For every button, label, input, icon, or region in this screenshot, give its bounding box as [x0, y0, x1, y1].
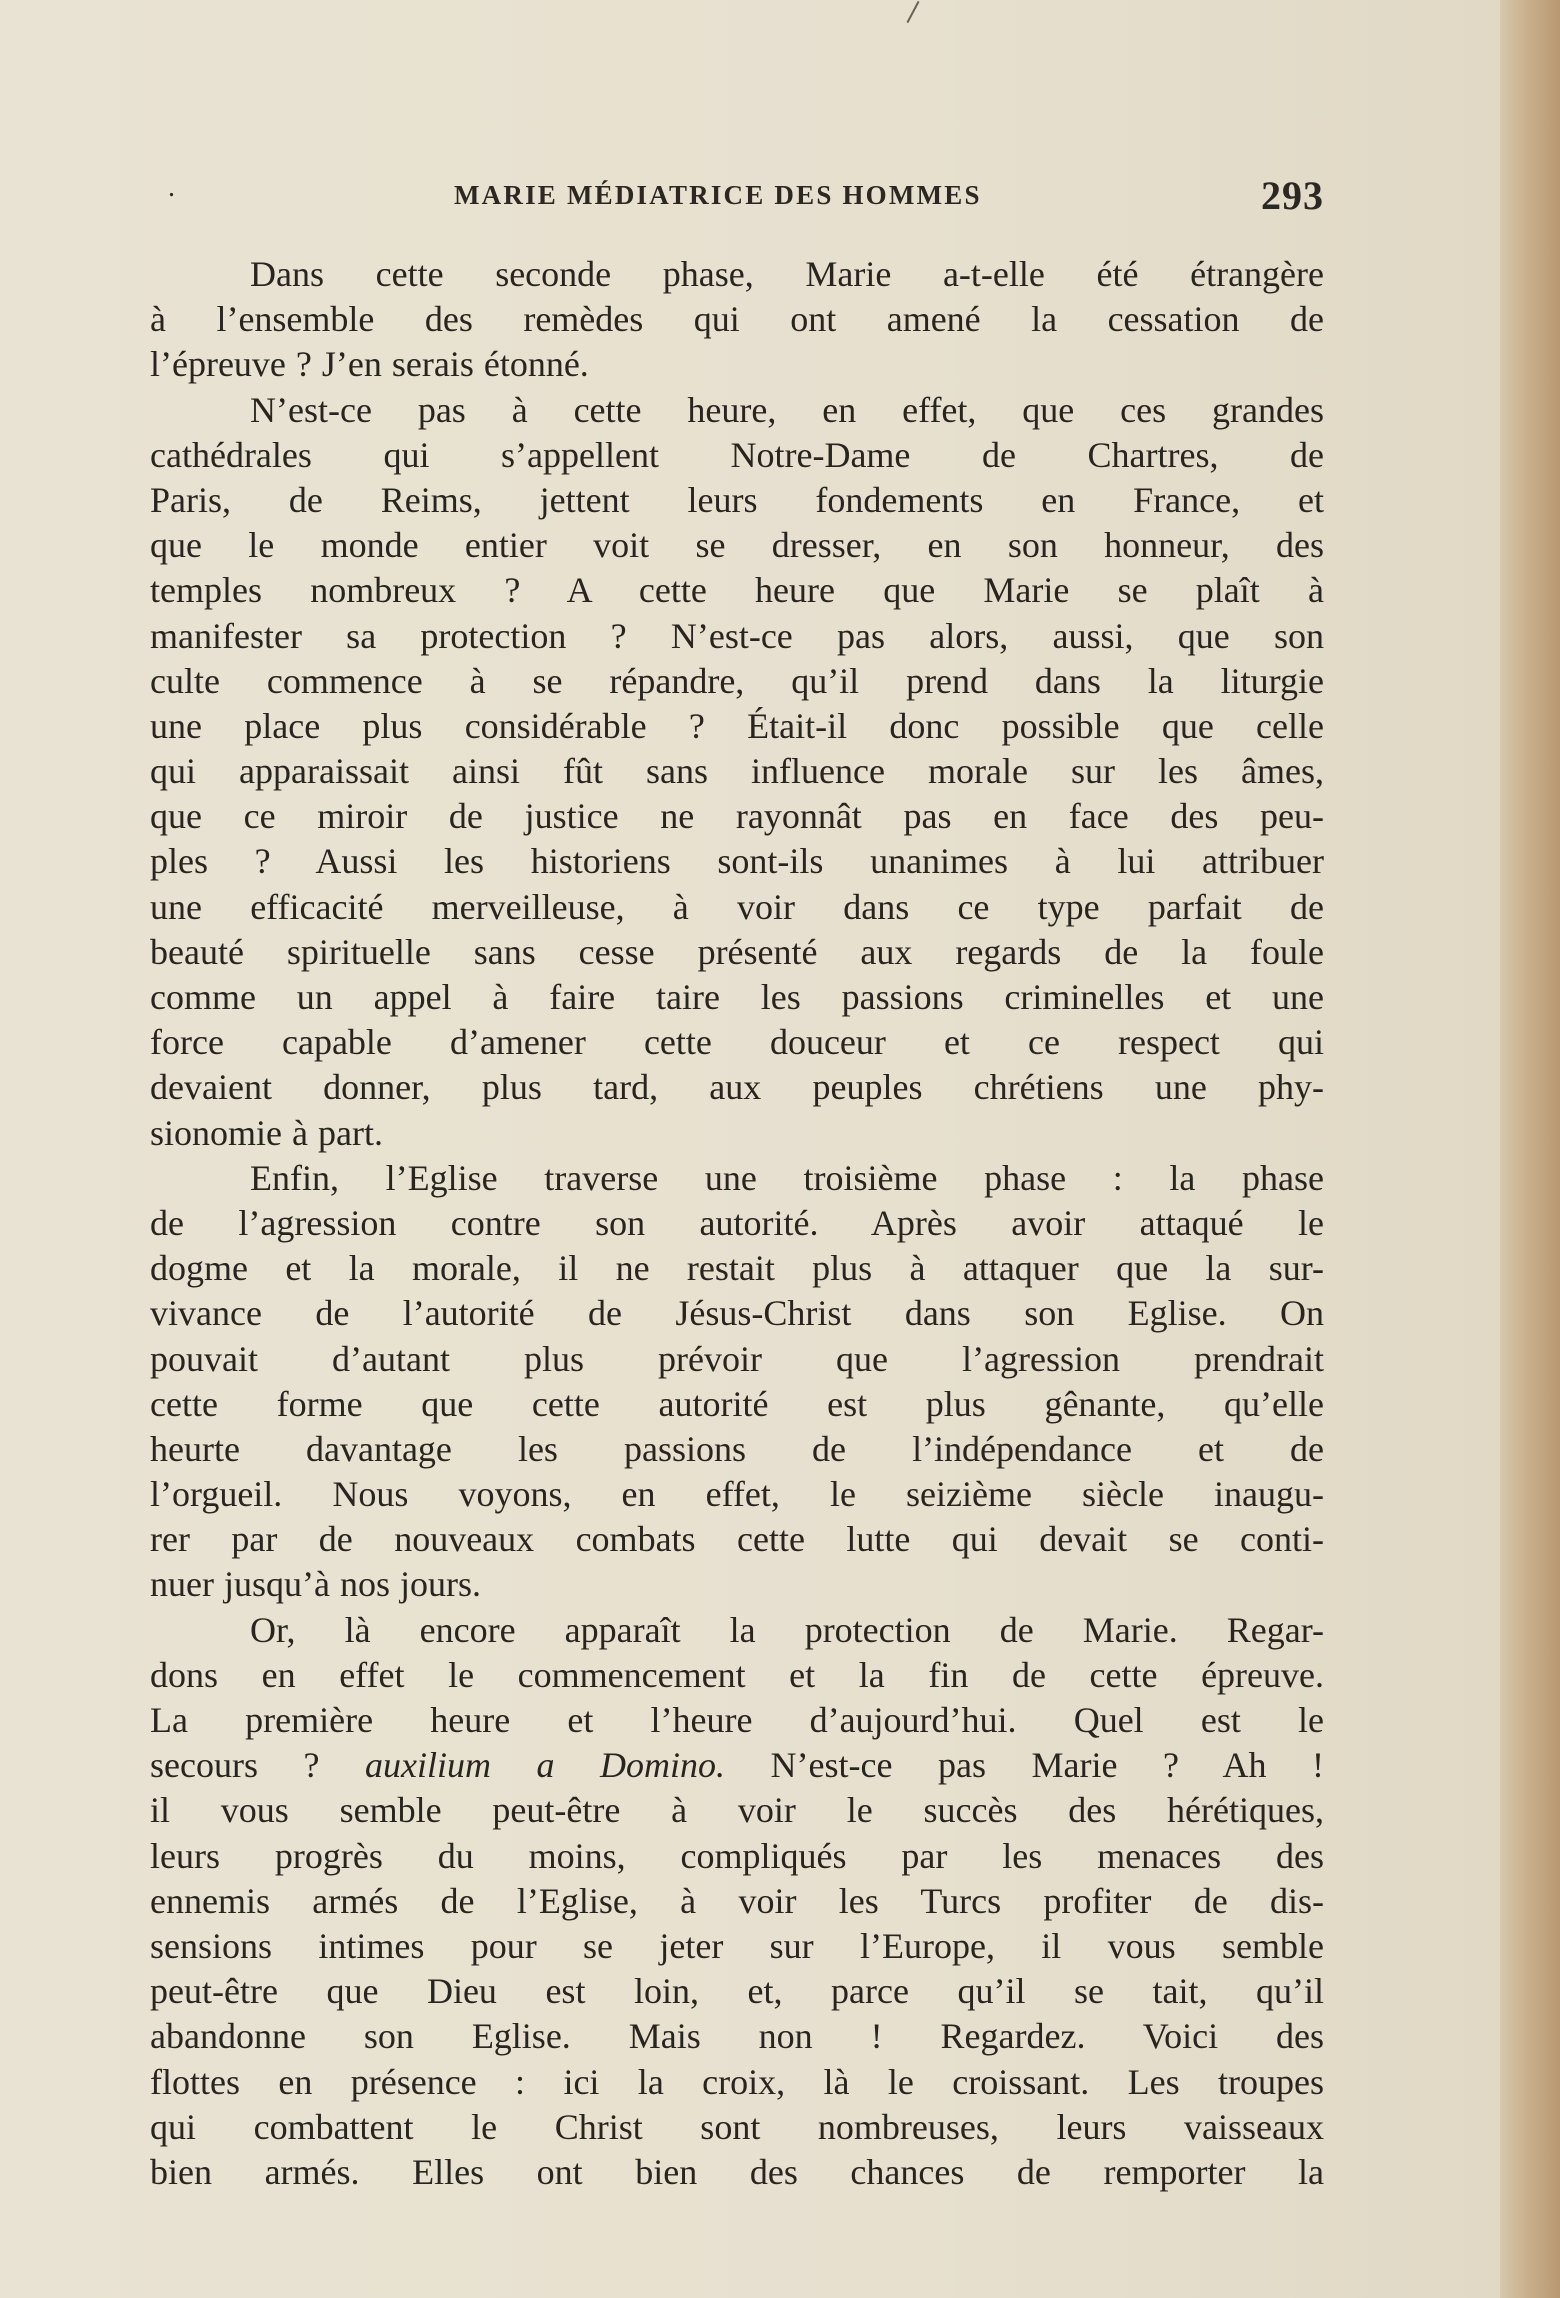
- text-line: vivance de l’autorité de Jésus-Christ dans son Eglise. On: [150, 1293, 1324, 1334]
- text-line: leurs progrès du moins, compliqués par les menaces des: [150, 1835, 1324, 1876]
- text-line: à l’ensemble des remèdes qui ont amené la cessation de: [150, 299, 1324, 340]
- text-line: peut-être que Dieu est loin, et, parce qu’il se tait, qu’il: [150, 1971, 1324, 2012]
- text-line: heurte davantage les passions de l’indépendance et de: [150, 1428, 1324, 1469]
- text-line: l’orgueil. Nous voyons, en effet, le seizième siècle inaugu-: [150, 1474, 1324, 1515]
- text-line: il vous semble peut-être à voir le succès des hérétiques,: [150, 1790, 1324, 1831]
- text-line: pouvait d’autant plus prévoir que l’agression prendrait: [150, 1338, 1324, 1379]
- text-line: cathédrales qui s’appellent Notre-Dame de Chartres, de: [150, 434, 1324, 475]
- text-line: Dans cette seconde phase, Marie a-t-elle été étrangère: [250, 254, 1324, 294]
- text-line: cette forme que cette autorité est plus gênante, qu’elle: [150, 1383, 1324, 1424]
- text-line: que ce miroir de justice ne rayonnât pas en face des peu-: [150, 796, 1324, 837]
- pen-mark: [906, 1, 919, 23]
- text-segment: N’est-ce pas Marie ? Ah !: [725, 1745, 1324, 1786]
- text-line: flottes en présence : ici la croix, là le croissant. Les troupes: [150, 2061, 1324, 2102]
- text-line: abandonne son Eglise. Mais non ! Regardez. Voici des: [150, 2016, 1324, 2057]
- text-line: nuer jusqu’à nos jours.: [150, 1564, 481, 1605]
- header-dot: .: [168, 172, 175, 203]
- text-line: culte commence à se répandre, qu’il prend dans la liturgie: [150, 660, 1324, 701]
- text-line: N’est-ce pas à cette heure, en effet, que ces grandes: [250, 389, 1324, 430]
- text-line: manifester sa protection ? N’est-ce pas alors, aussi, que son: [150, 615, 1324, 656]
- text-line: ples ? Aussi les historiens sont-ils unanimes à lui attribuer: [150, 841, 1324, 882]
- text-line: dons en effet le commencement et la fin de cette épreuve.: [150, 1654, 1324, 1695]
- text-line: l’épreuve ? J’en serais étonné.: [150, 344, 589, 385]
- text-line: Or, là encore apparaît la protection de Marie. Regar-: [250, 1609, 1324, 1650]
- text-line: qui combattent le Christ sont nombreuses, leurs vaisseaux: [150, 2106, 1324, 2147]
- text-line: [150, 1743, 1324, 1788]
- text-line: La première heure et l’heure d’aujourd’hui. Quel est le: [150, 1700, 1324, 1740]
- text-line: Enfin, l’Eglise traverse une troisième phase : la phase: [250, 1157, 1324, 1198]
- text-line: rer par de nouveaux combats cette lutte qui devait se conti-: [150, 1519, 1324, 1560]
- text-line: force capable d’amener cette douceur et ce respect qui: [150, 1022, 1324, 1063]
- text-line: que le monde entier voit se dresser, en son honneur, des: [150, 525, 1324, 566]
- text-line: sionomie à part.: [150, 1112, 383, 1153]
- text-line: qui apparaissait ainsi fût sans influence morale sur les âmes,: [150, 751, 1324, 792]
- body-text: [150, 252, 1324, 2195]
- text-line: devaient donner, plus tard, aux peuples chrétiens une phy-: [150, 1067, 1324, 1108]
- text-line: Paris, de Reims, jettent leurs fondements en France, et: [150, 479, 1324, 520]
- text-segment: secours ?: [150, 1745, 365, 1786]
- text-line: beauté spirituelle sans cesse présenté aux regards de la foule: [150, 931, 1324, 972]
- text-line: sensions intimes pour se jeter sur l’Europe, il vous semble: [150, 1925, 1324, 1966]
- page-number: 293: [1261, 173, 1324, 218]
- text-line: temples nombreux ? A cette heure que Marie se plaît à: [150, 570, 1324, 611]
- page-header: [150, 172, 1328, 222]
- text-line: une efficacité merveilleuse, à voir dans ce type parfait de: [150, 886, 1324, 927]
- text-line: ennemis armés de l’Eglise, à voir les Turcs profiter de dis-: [150, 1880, 1324, 1921]
- text-line: une place plus considérable ? Était-il donc possible que celle: [150, 705, 1324, 746]
- text-line: dogme et la morale, il ne restait plus à attaquer que la sur-: [150, 1248, 1324, 1289]
- text-line: bien armés. Elles ont bien des chances de remporter la: [150, 2151, 1324, 2192]
- latin-phrase: auxilium a Domino.: [364, 1745, 726, 1786]
- text-line: comme un appel à faire taire les passions criminelles et une: [150, 977, 1324, 1017]
- running-title: MARIE MÉDIATRICE DES HOMMES: [454, 180, 982, 210]
- text-line: de l’agression contre son autorité. Après avoir attaqué le: [150, 1202, 1324, 1243]
- page-edge: [1500, 0, 1560, 2298]
